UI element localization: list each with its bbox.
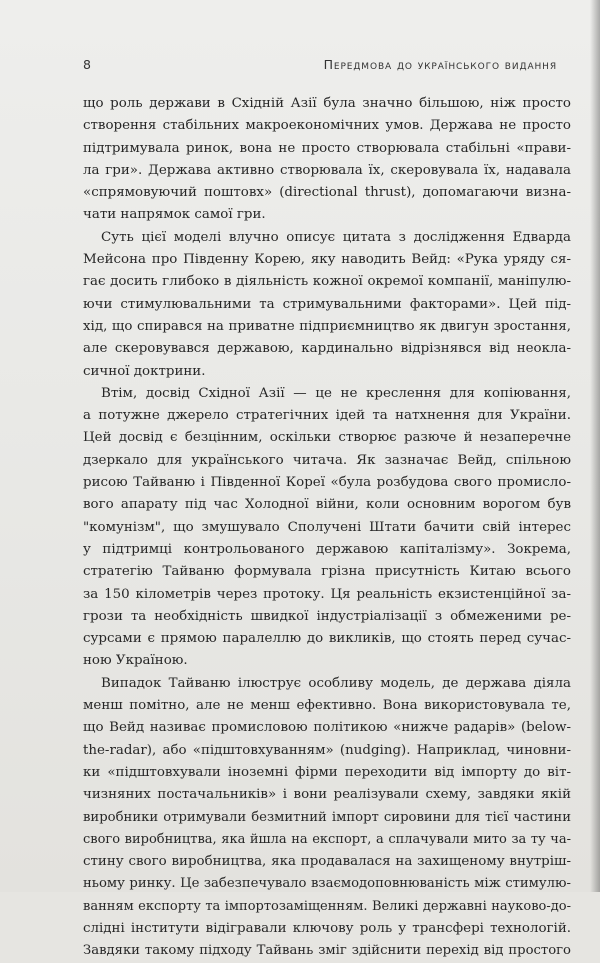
text-line: чати напрямок самої гри. [83,207,266,223]
text-line: гає досить глибоко в діяльність кожної окремої компанії, маніпулю- [83,274,571,290]
text-line: що Вейд називає промисловою політикою «нижче радарів» (below- [83,720,571,736]
text-line: Втім, досвід Східної Азії — це не креслення для копіювання, [101,385,571,401]
text-line: Випадок Тайваню ілюструє особливу модель, де держава діяла [101,675,571,691]
text-line: Суть цієї моделі влучно описує цитата з дослідження Едварда [101,229,571,245]
text-line: вого апарату під час Холодної війни, коли основним ворогом був [83,497,571,513]
text-line: виробники отримували безмитний імпорт сировини для тієї частини [83,809,571,825]
text-line: що роль держави в Східній Азії була значно більшою, ніж просто [83,96,571,111]
text-line: хід, що спирався на приватне підприємництво як двигун зростання, [83,318,571,334]
page-number: 8 [83,57,91,72]
text-line: "комунізм", що змушувало Сполучені Штати бачити свій інтерес [83,519,571,535]
text-line: ною Україною. [83,653,188,669]
text-line: створення стабільних макроекономічних умов. Держава не просто [83,118,571,134]
text-line: менш помітно, але не менш ефективно. Вона використовувала те, [83,698,571,714]
page-header [83,57,557,77]
text-line: у підтримці контрольованого державою капіталізму». Зокрема, [83,541,571,557]
text-line: чизняних постачальників» і вони реалізували схему, завдяки якій [83,787,571,803]
text-line: підтримувала ринок, вона не просто створювала стабільні «прави- [83,140,571,156]
text-line: ванням експорту та імпортозаміщенням. Великі державні науково-до- [83,898,571,914]
text-line: слідні інститути відігравали ключову роль у трансфері технологій. [83,920,571,936]
text-line: стину свого виробництва, яка продавалася на захищеному внутріш- [83,854,571,870]
text-line: Цей досвід є безцінним, оскільки створює разюче й незаперечне [83,430,571,446]
text-line: ньому ринку. Це забезпечувало взаємодоповнюваність між стимулю- [83,876,571,892]
text-line: за 150 кілометрів через протоку. Ця реальність екзистенційної за- [83,586,571,602]
text-line: стратегію Тайваню формувала грізна присутність Китаю всього [83,564,571,580]
text-line: «спрямовуючий поштовх» (directional thrust), допомагаючи визна- [83,185,571,201]
running-head: Передмова до українського видання [323,57,557,72]
text-line: ла гри». Держава активно створювала їх, скеровувала їх, надавала [83,162,571,178]
text-line: рисою Тайваню і Південної Кореї «була розбудова свого промисло- [83,475,571,491]
text-line: сурсами є прямою паралеллю до викликів, що стоять перед сучас- [83,631,571,647]
text-line: the-radar), або «підштовхуванням» (nudging). Наприклад, чиновни- [83,742,571,758]
text-line: а потужне джерело стратегічних ідей та натхнення для України. [83,408,571,424]
text-line: Мейсона про Південну Корею, яку наводить Вейд: «Рука уряду ся- [83,252,571,268]
text-line: ючи стимулювальними та стримувальними факторами». Цей під- [83,296,571,312]
text-line: але скеровувався державою, кардинально відрізнявся від неокла- [83,341,571,357]
text-line: свого виробництва, яка йшла на експорт, а сплачували мито за ту ча- [83,831,571,847]
text-line: дзеркало для українського читача. Як зазначає Вейд, спільною [83,452,571,468]
text-line: сичної доктрини. [83,363,206,379]
text-line: грози та необхідність швидкої індустріалізації з обмеженими ре- [83,608,571,624]
text-line: ки «підштовхували іноземні фірми переходити від імпорту до віт- [83,764,571,780]
body-text [83,93,571,963]
text-line: Завдяки такому підходу Тайвань зміг здійснити перехід від простого [83,943,571,959]
page-spine-shadow [590,0,600,892]
